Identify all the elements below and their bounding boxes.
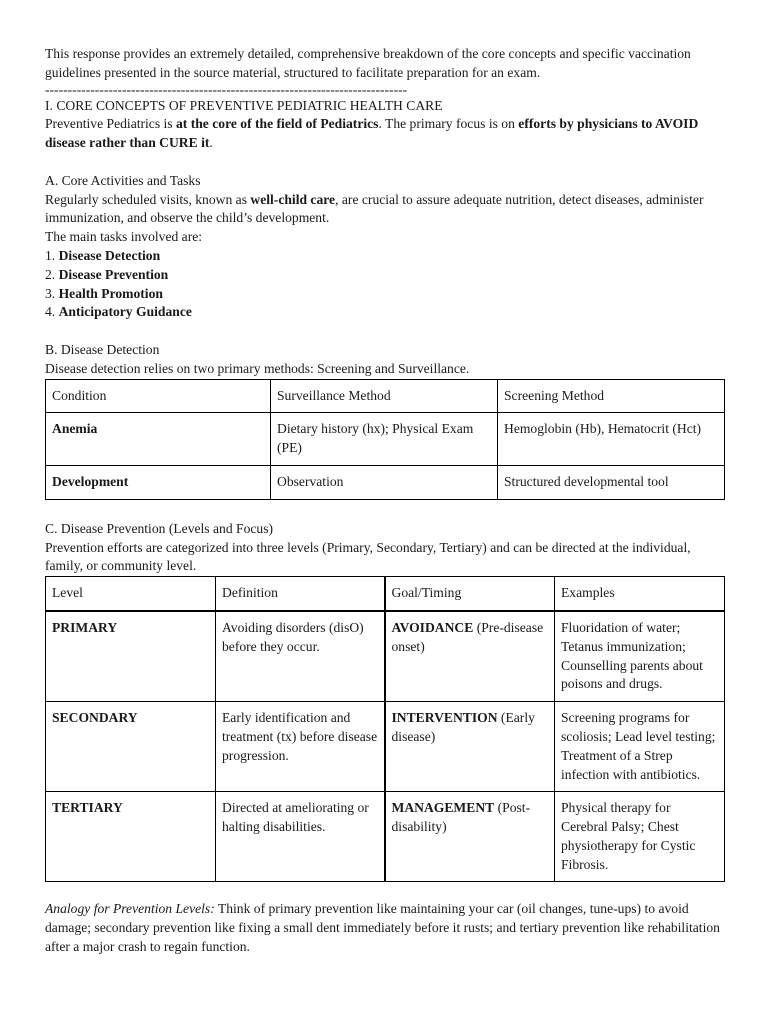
prevention-table [45, 576, 725, 882]
tasks-intro: The main tasks involved are: [45, 229, 203, 245]
list-item [45, 285, 725, 304]
text-run: Regularly scheduled visits, known as [45, 191, 251, 207]
table-cell: Hemoglobin (Hb), Hematocrit (Hct) [498, 413, 725, 466]
table-cell [46, 792, 216, 882]
table-cell: Early identification and treatment (tx) before disease progression. [216, 702, 385, 792]
table-cell [46, 611, 216, 702]
list-number: 1. [45, 247, 59, 263]
text-run: , are crucial to assure adequate nutrition, detect diseases, administer immunization, and observe the child’s development. [45, 191, 704, 226]
goal-timing: (Early disease) [391, 710, 535, 744]
detection-table [45, 379, 725, 500]
list-label: Anticipatory Guidance [58, 304, 192, 320]
analogy-label: Analogy for Prevention Levels: [45, 901, 215, 917]
table-header-cell: Condition [46, 379, 271, 413]
table-cell [46, 702, 216, 792]
table-header-row [46, 577, 725, 611]
analogy-paragraph [45, 900, 725, 956]
text-run: Preventive Pediatrics is [45, 116, 176, 132]
divider-line: -------------------------------------------------------------------------------- [45, 81, 408, 97]
list-item [45, 303, 725, 322]
level-label: TERTIARY [52, 800, 123, 816]
table-cell [385, 792, 555, 882]
table-cell: Dietary history (hx); Physical Exam (PE) [271, 413, 498, 466]
subsection-paragraph: Disease detection relies on two primary methods: Screening and Surveillance. [45, 360, 470, 376]
table-header-cell: Level [46, 577, 216, 611]
table-header-row [46, 379, 725, 413]
section-paragraph [45, 115, 725, 153]
table-cell: Observation [271, 465, 498, 499]
list-item [45, 266, 725, 285]
analogy-text: Think of primary prevention like maintaining your car (oil changes, tune-ups) to avoid damage; secondary prevention like fixing a small dent immediately before it rusts; and tertiary prevention like rehabilitation after a major crash to regain function. [45, 901, 720, 955]
table-header-cell: Surveillance Method [271, 379, 498, 413]
table-header-cell: Screening Method [498, 379, 725, 413]
subsection-heading: B. Disease Detection [45, 341, 160, 357]
table-cell: Screening programs for scoliosis; Lead level testing; Treatment of a Strep infection with antibiotics. [555, 702, 725, 792]
level-label: SECONDARY [52, 710, 138, 726]
condition-label: Anemia [52, 421, 98, 437]
goal-label: MANAGEMENT [391, 800, 495, 816]
text-run: . The primary focus is on [378, 116, 519, 132]
table-cell [385, 702, 555, 792]
table-cell: Directed at ameliorating or halting disabilities. [216, 792, 385, 882]
list-label: Disease Detection [58, 247, 161, 263]
level-label: PRIMARY [52, 619, 118, 635]
section-heading: I. CORE CONCEPTS OF PREVENTIVE PEDIATRIC HEALTH CARE [45, 97, 443, 113]
bold-run: efforts by physicians to AVOID disease rather than CURE it [45, 116, 699, 151]
list-item [45, 247, 725, 266]
condition-label: Development [52, 473, 129, 489]
table-cell: Avoiding disorders (disO) before they occur. [216, 611, 385, 702]
subsection-paragraph: Prevention efforts are categorized into three levels (Primary, Secondary, Tertiary) and can be directed at the individual, family, or community level. [45, 539, 691, 574]
list-number: 3. [45, 285, 59, 301]
intro-paragraph: This response provides an extremely detailed, comprehensive breakdown of the core concepts and specific vaccination guidelines presented in the source material, structured to facilitate preparation for an exam. [45, 46, 691, 80]
list-number: 2. [45, 266, 59, 282]
subsection-heading: A. Core Activities and Tasks [45, 172, 201, 188]
goal-label: INTERVENTION [391, 710, 498, 726]
list-label: Health Promotion [58, 285, 163, 301]
goal-label: AVOIDANCE [391, 619, 474, 635]
document-body [45, 45, 725, 957]
table-cell [46, 413, 271, 466]
table-row [46, 792, 725, 882]
table-header-cell: Examples [555, 577, 725, 611]
table-row [46, 413, 725, 466]
list-label: Disease Prevention [58, 266, 169, 282]
table-row [46, 611, 725, 702]
list-number: 4. [45, 304, 59, 320]
bold-run: at the core of the field of Pediatrics [176, 116, 379, 132]
table-cell: Fluoridation of water; Tetanus immunization; Counselling parents about poisons and drugs. [555, 611, 725, 702]
subsection-paragraph [45, 191, 725, 229]
goal-timing: (Pre-disease onset) [391, 619, 544, 654]
bold-run: well-child care [250, 191, 336, 207]
table-row [46, 702, 725, 792]
table-header-cell: Goal/Timing [385, 577, 555, 611]
table-cell: Structured developmental tool [498, 465, 725, 499]
table-cell [385, 611, 555, 702]
goal-timing: (Post-disability) [391, 800, 531, 835]
subsection-heading: C. Disease Prevention (Levels and Focus) [45, 520, 274, 536]
table-row [46, 465, 725, 499]
table-cell: Physical therapy for Cerebral Palsy; Chest physiotherapy for Cystic Fibrosis. [555, 792, 725, 882]
text-run: . [209, 135, 213, 151]
table-cell [46, 465, 271, 499]
table-header-cell: Definition [216, 577, 385, 611]
